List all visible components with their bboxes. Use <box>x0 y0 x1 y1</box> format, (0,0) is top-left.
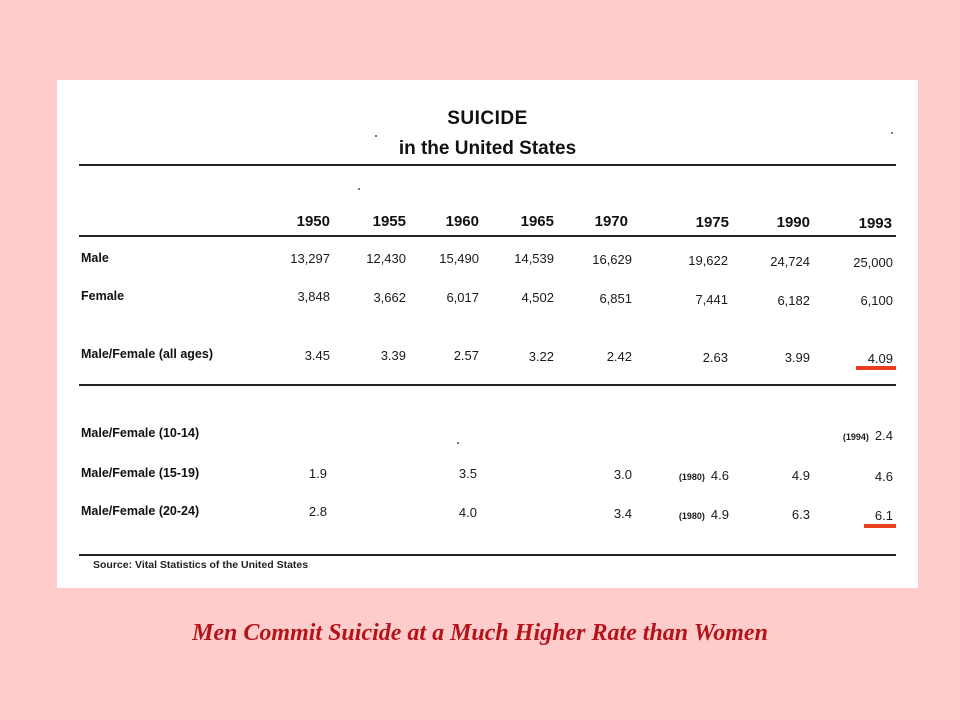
table-cell: 12,430 <box>366 251 406 266</box>
table-cell: 15,490 <box>439 251 479 266</box>
table-cell: 2.42 <box>606 349 632 364</box>
year-note: (1980) <box>678 511 705 521</box>
table-cell: 3.0 <box>613 467 632 482</box>
scan-speck <box>375 135 377 137</box>
row-label: Male/Female (15-19) <box>81 466 200 480</box>
column-header: 1955 <box>372 213 406 230</box>
table-title: SUICIDE <box>447 108 528 129</box>
table-cell: 3.45 <box>304 348 330 363</box>
rule-middle <box>79 384 896 386</box>
highlight-underline-all-ages <box>856 366 896 370</box>
table-cell: 7,441 <box>695 292 728 307</box>
row-label: Male <box>81 251 109 265</box>
scan-speck <box>457 442 459 444</box>
row-label: Male/Female (10-14) <box>81 426 200 440</box>
table-cell-highlighted: 4.09 <box>867 351 893 366</box>
year-note: (1994) <box>842 432 869 442</box>
column-header: 1960 <box>445 213 479 230</box>
table-cell: 13,297 <box>290 251 330 266</box>
table-cell: 6,851 <box>599 291 632 306</box>
table-cell: 19,622 <box>688 253 728 268</box>
table-cell <box>629 468 729 483</box>
cell-value: 4.6 <box>710 468 729 483</box>
row-label: Male/Female (all ages) <box>81 347 214 361</box>
rule-header <box>79 235 896 237</box>
table-cell: 4.6 <box>874 469 893 484</box>
table-cell: 2.8 <box>308 504 327 519</box>
column-header: 1990 <box>776 214 810 231</box>
column-header: 1970 <box>594 213 628 230</box>
table-cell: 2.63 <box>702 350 728 365</box>
table-cell: 4,502 <box>521 290 554 305</box>
rule-bottom <box>79 554 896 556</box>
table-cell: 2.57 <box>453 348 479 363</box>
table-cell: 3.99 <box>784 350 810 365</box>
table-cell: 6,182 <box>777 293 810 308</box>
year-note: (1980) <box>678 472 705 482</box>
table-cell <box>629 507 729 522</box>
column-header: 1993 <box>858 215 892 232</box>
column-header: 1965 <box>520 213 554 230</box>
column-header: 1975 <box>695 214 729 231</box>
cell-value: 4.9 <box>710 507 729 522</box>
highlight-underline-20-24 <box>864 524 896 528</box>
table-cell: 6.3 <box>791 507 810 522</box>
table-cell: 14,539 <box>514 251 554 266</box>
row-label: Male/Female (20-24) <box>81 504 200 518</box>
table-cell: 3.5 <box>458 466 477 481</box>
table-cell: 3.4 <box>613 506 632 521</box>
table-cell: 1.9 <box>308 466 327 481</box>
scan-speck <box>891 132 893 134</box>
row-label: Female <box>81 289 125 303</box>
scan-speck <box>358 188 360 190</box>
column-header: 1950 <box>296 213 330 230</box>
table-cell-highlighted: 6.1 <box>874 508 893 523</box>
table-cell: 24,724 <box>770 254 810 269</box>
table-cell <box>793 428 893 443</box>
rule-top <box>79 164 896 166</box>
table-cell: 3.22 <box>528 349 554 364</box>
table-cell: 6,017 <box>446 290 479 305</box>
table-source: Source: Vital Statistics of the United States <box>93 559 309 571</box>
table-cell: 3.39 <box>380 348 406 363</box>
table-scan <box>57 80 918 588</box>
table-cell: 4.9 <box>791 468 810 483</box>
table-cell: 6,100 <box>860 293 893 308</box>
table-cell: 4.0 <box>458 505 477 520</box>
slide-caption: Men Commit Suicide at a Much Higher Rate than Women <box>192 620 768 646</box>
table-cell: 3,662 <box>373 290 406 305</box>
table-cell: 25,000 <box>853 255 893 270</box>
table-cell: 3,848 <box>297 289 330 304</box>
table-cell: 16,629 <box>592 252 632 267</box>
cell-value: 2.4 <box>874 428 893 443</box>
table-subtitle: in the United States <box>398 138 577 159</box>
